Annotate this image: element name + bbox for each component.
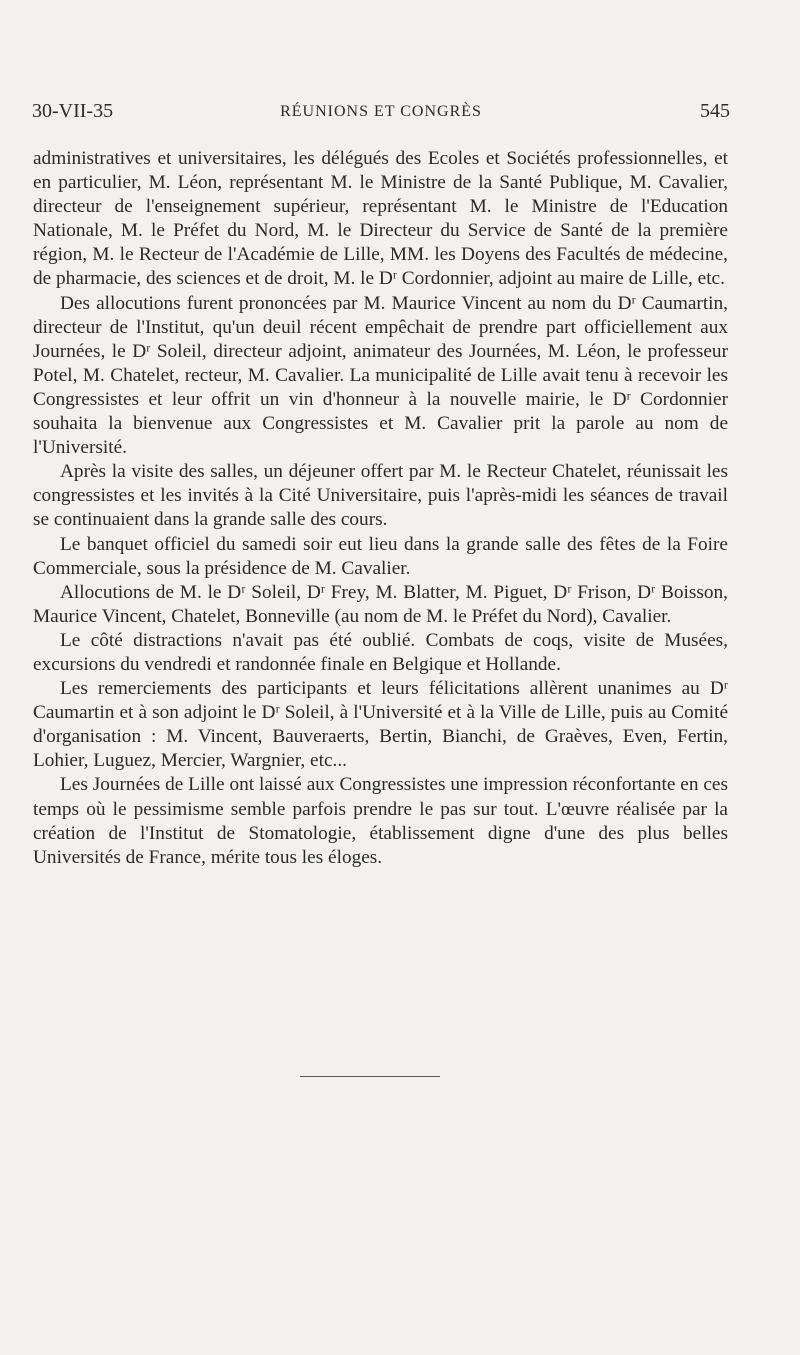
paragraph: Après la visite des salles, un déjeuner offert par M. le Recteur Chatelet, réunissait les congressistes et les invités à la Cité Universitaire, puis l'après-midi les séances de travail se continuaient dans la grande salle des cours. [33, 461, 728, 531]
header-date: 30-VII-35 [32, 100, 114, 122]
section-end-rule [300, 1076, 440, 1077]
running-title: RÉUNIONS ET CONGRÈS [280, 103, 482, 120]
paragraph: Allocutions de M. le Dʳ Soleil, Dʳ Frey, M. Blatter, M. Piguet, Dʳ Frison, Dʳ Boisson, Maurice Vincent, Chatelet, Bonneville (au nom de M. le Préfet du Nord), Cavalier. [33, 581, 728, 627]
paragraph: Le côté distractions n'avait pas été oublié. Combats de coqs, visite de Musées, excursions du vendredi et randonnée finale en Belgique et Hollande. [33, 629, 728, 675]
paragraph: Les Journées de Lille ont laissé aux Congressistes une impression réconfortante en ces temps où le pessimisme semble parfois prendre le pas sur tout. L'œuvre réalisée par la création de l'Institut de Stomatologie, établissement digne d'une des plus belles Universités de France, mérite tous les éloges. [33, 774, 728, 868]
paragraph: Les remerciements des participants et leurs félicitations allèrent unanimes au Dʳ Caumartin et à son adjoint le Dʳ Soleil, à l'Université et à la Ville de Lille, puis au Comité d'organisation : M. Vincent, Bauveraerts, Bertin, Bianchi, de Graèves, Even, Fertin, Lohier, Luguez, Mercier, Wargnier, etc... [33, 678, 728, 772]
paragraph: Des allocutions furent prononcées par M. Maurice Vincent au nom du Dʳ Caumartin, directeur de l'Institut, qu'un deuil récent empêchait de prendre part officiellement aux Journées, le Dʳ Soleil, directeur adjoint, animateur des Journées, M. Léon, le professeur Potel, M. Chatelet, recteur, M. Cavalier. La municipalité de Lille avait tenu à recevoir les Congressistes et leur offrit un vin d'honneur à la nouvelle mairie, le Dʳ Cordonnier souhaita la bienvenue aux Congressistes et M. Cavalier prit la parole au nom de l'Université. [33, 292, 728, 459]
page-number: 545 [700, 100, 730, 122]
paragraph: Le banquet officiel du samedi soir eut lieu dans la grande salle des fêtes de la Foire Commerciale, sous la présidence de M. Cavalier. [33, 533, 728, 579]
article-body [33, 147, 728, 870]
page-header [32, 100, 730, 130]
paragraph: administratives et universitaires, les délégués des Ecoles et Sociétés professionnelles, et en particulier, M. Léon, représentant M. le Ministre de la Santé Publique, M. Cavalier, directeur de l'enseignement supérieur, représentant M. le Ministre de l'Education Nationale, M. le Préfet du Nord, M. le Directeur du Service de Santé de la première région, M. le Recteur de l'Académie de Lille, MM. les Doyens des Facultés de médecine, de pharmacie, des sciences et de droit, M. le Dʳ Cordonnier, adjoint au maire de Lille, etc. [33, 148, 728, 290]
